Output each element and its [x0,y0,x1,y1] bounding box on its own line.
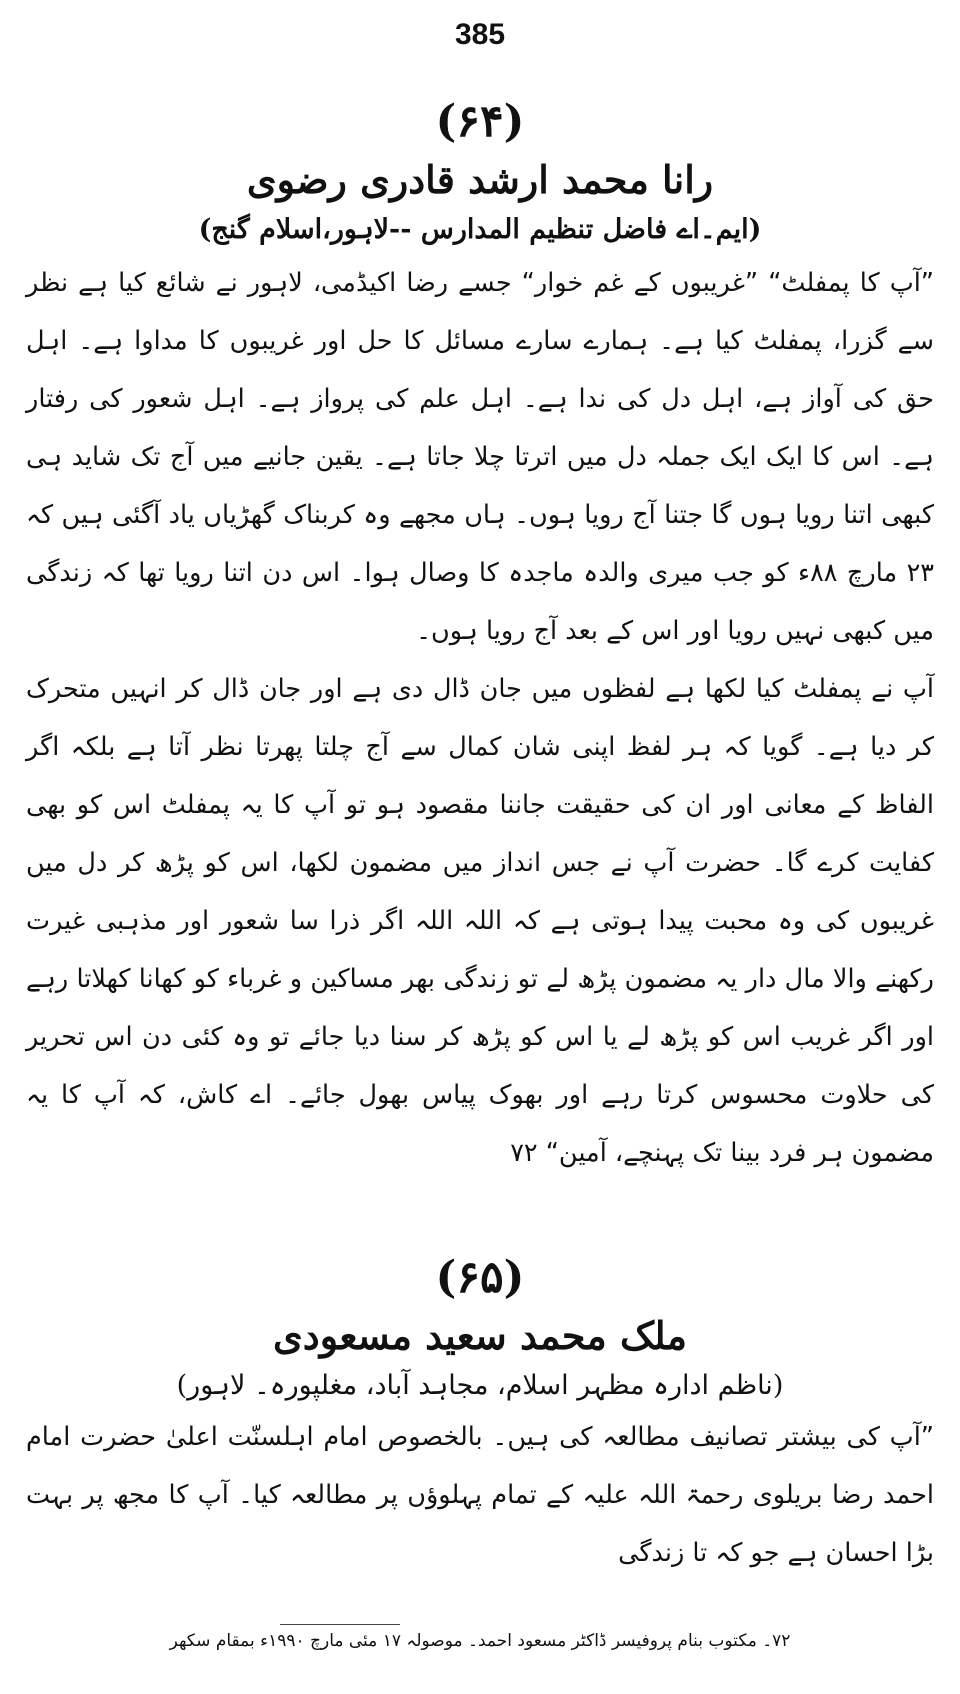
entry-65 [0,1248,960,1582]
paragraph: آپ نے پمفلٹ کیا لکھا ہے لفظوں میں جان ڈال دی ہے اور جان ڈال کر انہیں متحرک کر دیا ہے۔ گویا کہ ہر لفظ اپنی شان کمال سے آج چلتا پھرتا نظر آتا ہے بلکہ اگر الفاظ کے معانی اور ان کی حقیقت جاننا مقصود ہو تو آپ کا یہ پمفلٹ اس کو بھی کفایت کرے گا۔ حضرت آپ نے جس انداز میں مضمون لکھا، اس کو پڑھ کر دل میں غریبوں کی وہ محبت پیدا ہوتی ہے کہ اللہ اللہ اگر ذرا سا شعور اور مذہبی غیرت رکھنے والا مال دار یہ مضمون پڑھ لے تو زندگی بھر مساکین و غرباء کو کھانا کھلاتا رہے اور اگر غریب اس کو پڑھ لے یا اس کو پڑھ کر سنا دیا جائے تو وہ کئی دن اس تحریر کی حلاوت محسوس کرتا رہے اور بھوک پیاس بھول جائے۔ اے کاش، کہ آپ کا یہ مضمون ہر فرد بینا تک پہنچے، آمین“ ۷۲ [26,674,934,1168]
entry-name: رانا محمد ارشد قادری رضوی [246,157,714,202]
footnote: ۷۲۔ مکتوب بنام پروفیسر ڈاکٹر مسعود احمد۔ موصولہ ۱۷ مئی مارچ ۱۹۹۰ء بمقام سکھر [169,1631,791,1651]
paragraph: ”آپ کا پمفلٹ“ ”غریبوں کے غم خوار“ جسے رضا اکیڈمی، لاہور نے شائع کیا ہے نظر سے گزرا، پمفلٹ کیا ہے۔ ہمارے سارے مسائل کا حل اور غریبوں کا مداوا ہے۔ اہل حق کی آواز ہے، اہل دل کی ندا ہے۔ اہل علم کی پرواز ہے۔ اہل شعور کی رفتار ہے۔ اس کا ایک ایک جملہ دل میں اترتا چلا جاتا ہے۔ یقین جانیے میں آج تک شاید ہی کبھی اتنا رویا ہوں گا جتنا آج رویا ہوں۔ ہاں مجھے وہ کربناک گھڑیاں یاد آگئی ہیں کہ ۲۳ مارچ ۸۸ء کو جب میری والدہ ماجدہ کا وصال ہوا۔ اس دن اتنا رویا تھا کہ زندگی میں کبھی نہیں رویا اور اس کے بعد آج رویا ہوں۔ [26,268,934,646]
footnote-divider [280,1624,400,1625]
page-number: 385 [454,18,506,51]
entry-subtitle: (ناظم ادارہ مظہر اسلام، مجاہد آباد، مغلپورہ۔ لاہور) [176,1370,784,1401]
paragraph: ”آپ کی بیشتر تصانیف مطالعہ کی ہیں۔ بالخصوص امام اہلسنّت اعلیٰ حضرت امام احمد رضا بریلوی رحمۃ اللہ علیہ کے تمام پہلوؤں پر مطالعہ کیا۔ آپ کا مجھ پر بہت بڑا احسان ہے جو کہ تا زندگی [26,1422,934,1568]
entry-64 [0,92,960,1182]
entry-name: ملک محمد سعید مسعودی [273,1313,687,1358]
entry-subtitle: (ایم۔اے فاضل تنظیم المدارس --لاہور،اسلام گنج) [198,214,762,245]
entry-body [0,254,960,1182]
entry-number: (۶۴) [435,96,525,147]
entry-body [0,1408,960,1582]
entry-number: (۶۵) [435,1252,525,1303]
